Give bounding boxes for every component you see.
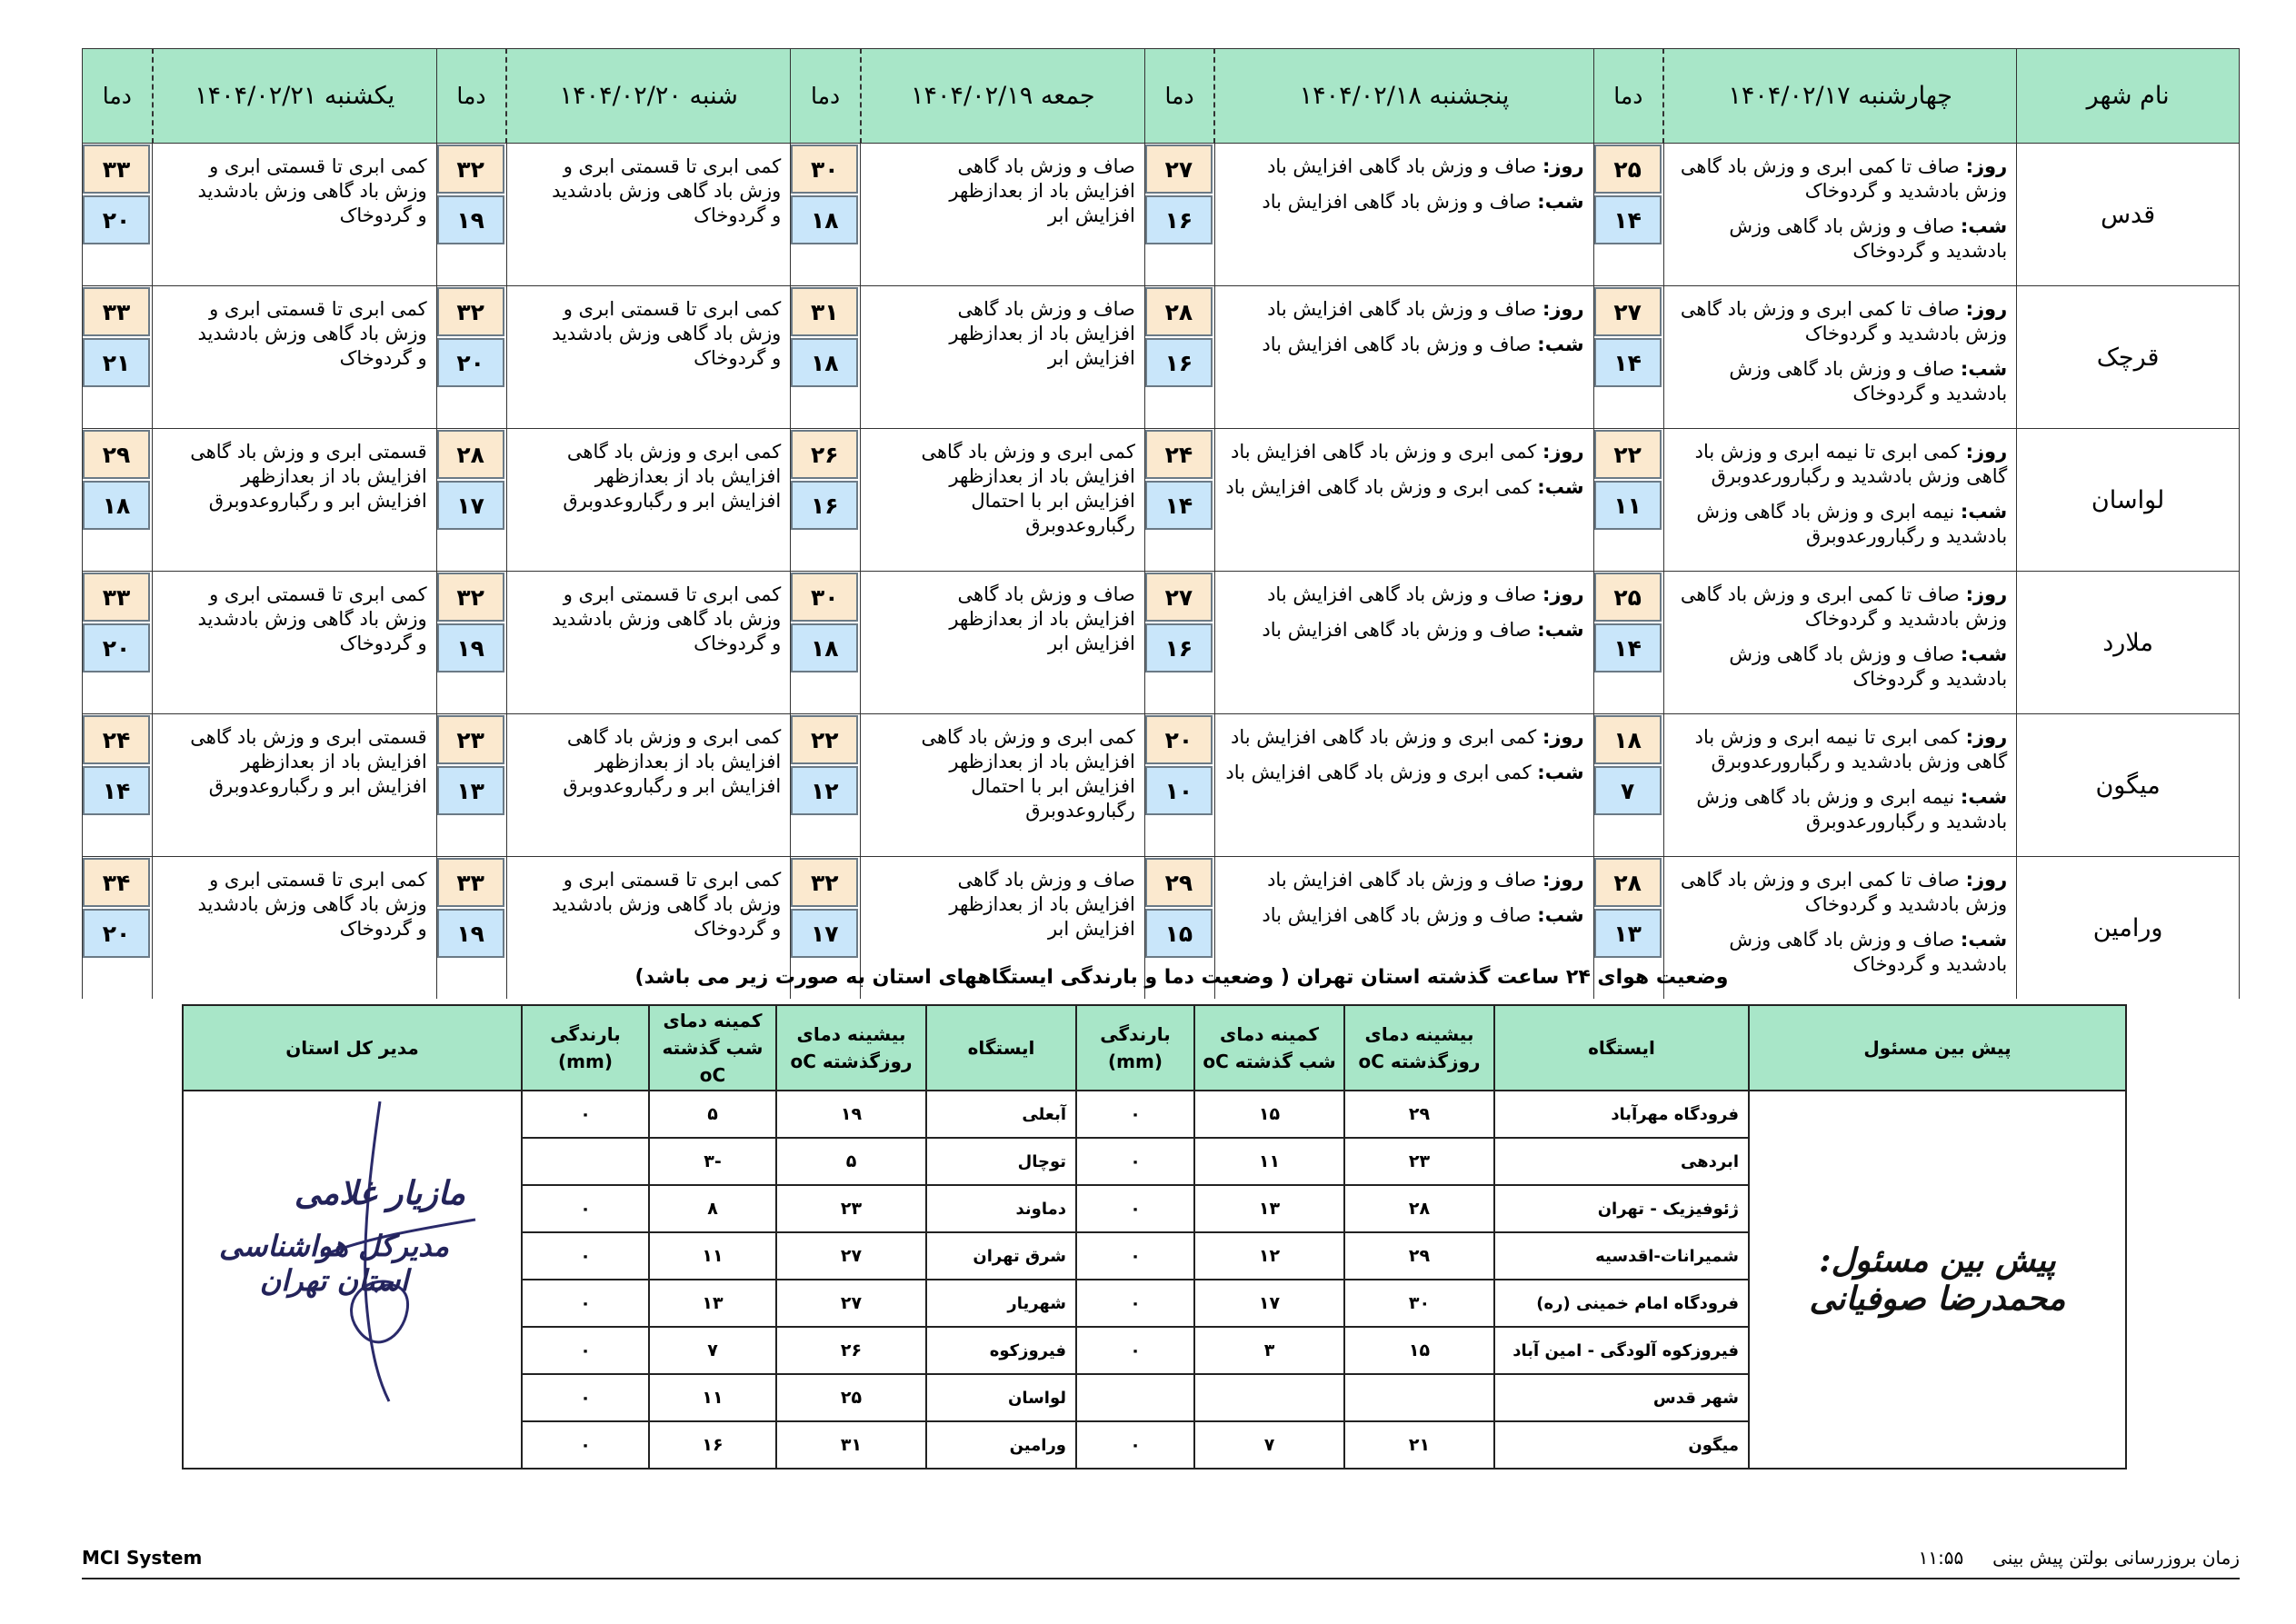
temp-cell bbox=[1144, 572, 1214, 714]
forecast-description bbox=[1663, 714, 2017, 857]
max-temp: ۱۸ bbox=[1594, 715, 1662, 764]
station-name: لواسان bbox=[926, 1374, 1076, 1421]
forecast-description bbox=[1663, 144, 2017, 286]
min-temp-value: ۱۳ bbox=[1194, 1185, 1344, 1232]
city-name: لواسان bbox=[2017, 429, 2240, 572]
temp-cell bbox=[791, 286, 861, 429]
min-temp-value: ۱۳ bbox=[649, 1280, 776, 1327]
max-temp: ۳۳ bbox=[83, 573, 150, 622]
night-forecast: شب: کمی ابری و وزش باد گاهی افزایش باد bbox=[1225, 762, 1584, 783]
temp-cell bbox=[83, 286, 153, 429]
max-temp-value bbox=[1344, 1374, 1494, 1421]
temp-cell bbox=[436, 857, 506, 1000]
min-temp: ۲۰ bbox=[437, 338, 504, 387]
min-temp: ۲۰ bbox=[83, 623, 150, 673]
city-name: قرچک bbox=[2017, 286, 2240, 429]
max-temp-value: ۲۸ bbox=[1344, 1185, 1494, 1232]
temp-cell bbox=[791, 572, 861, 714]
min-temp: ۱۷ bbox=[791, 909, 858, 958]
station-name: فیروزکوه bbox=[926, 1327, 1076, 1374]
observations-table bbox=[182, 1004, 2127, 1470]
max-temp-value: ۱۹ bbox=[776, 1091, 926, 1138]
min-temp: ۱۴ bbox=[83, 766, 150, 815]
night-forecast: شب: صاف و وزش باد گاهی افزایش باد bbox=[1262, 904, 1584, 926]
max-temp: ۳۰ bbox=[791, 144, 858, 194]
day-header: چهارشنبه ۱۴۰۴/۰۲/۱۷ bbox=[1663, 49, 2017, 144]
max-temp: ۳۰ bbox=[791, 573, 858, 622]
max-temp-header: بیشینه دمای روزگذشته oC bbox=[776, 1005, 926, 1091]
day-forecast: روز: کمی ابری تا نیمه ابری و وزش باد گاهی وزش بادشدید و رگبارورعدوبرق bbox=[1694, 441, 2008, 487]
update-time: ۱۱:۵۵ bbox=[1918, 1547, 1964, 1569]
max-temp: ۳۲ bbox=[437, 287, 504, 336]
max-temp-value: ۲۶ bbox=[776, 1327, 926, 1374]
min-temp: ۱۳ bbox=[437, 766, 504, 815]
forecast-description: کمی ابری تا قسمتی ابری و وزش باد گاهی وزش بادشدید و گردوخاک bbox=[506, 286, 791, 429]
min-temp: ۱۶ bbox=[1145, 338, 1213, 387]
director-header: مدیر کل استان bbox=[183, 1005, 522, 1091]
city-name: میگون bbox=[2017, 714, 2240, 857]
temp-cell bbox=[83, 572, 153, 714]
max-temp-value: ۳۰ bbox=[1344, 1280, 1494, 1327]
temp-cell bbox=[436, 714, 506, 857]
forecast-description: کمی ابری تا قسمتی ابری و وزش باد گاهی وزش بادشدید و گردوخاک bbox=[153, 144, 437, 286]
max-temp-value: ۲۹ bbox=[1344, 1232, 1494, 1280]
max-temp: ۳۴ bbox=[83, 858, 150, 907]
min-temp: ۱۲ bbox=[791, 766, 858, 815]
min-temp: ۲۰ bbox=[83, 909, 150, 958]
temp-cell bbox=[1144, 286, 1214, 429]
night-forecast: شب: صاف و وزش باد گاهی وزش بادشدید و گردوخاک bbox=[1729, 358, 2008, 404]
temp-cell bbox=[1593, 572, 1663, 714]
forecast-description: کمی ابری تا قسمتی ابری و وزش باد گاهی وزش بادشدید و گردوخاک bbox=[153, 857, 437, 1000]
rain-value: ۰ bbox=[522, 1421, 649, 1469]
min-temp: ۲۰ bbox=[83, 195, 150, 244]
min-temp: ۱۴ bbox=[1594, 623, 1662, 673]
max-temp: ۲۴ bbox=[83, 715, 150, 764]
city-name: ملارد bbox=[2017, 572, 2240, 714]
temp-header: دما bbox=[436, 49, 506, 144]
forecast-description: کمی ابری تا قسمتی ابری و وزش باد گاهی وزش بادشدید و گردوخاک bbox=[506, 857, 791, 1000]
station-name: فرودگاه امام خمینی (ره) bbox=[1494, 1280, 1749, 1327]
temp-cell bbox=[83, 714, 153, 857]
min-temp: ۱۵ bbox=[1145, 909, 1213, 958]
night-forecast: شب: صاف و وزش باد گاهی افزایش باد bbox=[1262, 334, 1584, 355]
min-temp-value: ۱۱ bbox=[649, 1374, 776, 1421]
rain-value: ۰ bbox=[1076, 1185, 1194, 1232]
forecast-row bbox=[83, 286, 2240, 429]
max-temp: ۳۲ bbox=[437, 573, 504, 622]
forecast-description: صاف و وزش باد گاهی افزایش باد از بعدازظهر افزایش ابر bbox=[861, 286, 1145, 429]
station-name: فیروزکوه آلودگی - امین آباد bbox=[1494, 1327, 1749, 1374]
rain-value: ۰ bbox=[522, 1091, 649, 1138]
max-temp: ۲۰ bbox=[1145, 715, 1213, 764]
forecast-description bbox=[1214, 286, 1593, 429]
day-forecast: روز: صاف تا کمی ابری و وزش باد گاهی وزش بادشدید و گردوخاک bbox=[1680, 583, 2008, 630]
min-temp-value: ۱۶ bbox=[649, 1421, 776, 1469]
forecast-description bbox=[1214, 572, 1593, 714]
min-temp: ۱۶ bbox=[1145, 623, 1213, 673]
min-temp: ۱۴ bbox=[1594, 338, 1662, 387]
min-temp: ۱۴ bbox=[1145, 481, 1213, 530]
station-name: فرودگاه مهرآباد bbox=[1494, 1091, 1749, 1138]
max-temp-value: ۲۳ bbox=[1344, 1138, 1494, 1185]
rain-value: ۰ bbox=[522, 1185, 649, 1232]
forecast-description: قسمتی ابری و وزش باد گاهی افزایش باد از بعدازظهر افزایش ابر و رگباروعدوبرق bbox=[153, 429, 437, 572]
min-temp: ۱۳ bbox=[1594, 909, 1662, 958]
rain-header: بارندگی (mm) bbox=[522, 1005, 649, 1091]
min-temp-header: کمینه دمای شب گذشته oC bbox=[1194, 1005, 1344, 1091]
rain-value: ۰ bbox=[1076, 1091, 1194, 1138]
min-temp-value: ۱۱ bbox=[1194, 1138, 1344, 1185]
station-name: توچال bbox=[926, 1138, 1076, 1185]
director-signature bbox=[183, 1091, 522, 1469]
director-signature-box: مازیار غلامی مدیرکل هواشناسی استان تهران bbox=[185, 1092, 520, 1451]
station-header: ایستگاه bbox=[926, 1005, 1076, 1091]
station-name: دماوند bbox=[926, 1185, 1076, 1232]
forecast-description bbox=[1663, 429, 2017, 572]
observations-header-row bbox=[183, 1005, 2126, 1091]
temp-cell bbox=[791, 144, 861, 286]
max-temp: ۳۳ bbox=[83, 144, 150, 194]
max-temp: ۲۷ bbox=[1145, 144, 1213, 194]
max-temp: ۲۹ bbox=[83, 430, 150, 479]
rain-value: ۰ bbox=[1076, 1421, 1194, 1469]
temp-cell bbox=[1593, 144, 1663, 286]
temp-cell bbox=[83, 144, 153, 286]
min-temp: ۱۹ bbox=[437, 623, 504, 673]
day-header: یکشنبه ۱۴۰۴/۰۲/۲۱ bbox=[153, 49, 437, 144]
temp-cell bbox=[436, 572, 506, 714]
day-header: شنبه ۱۴۰۴/۰۲/۲۰ bbox=[506, 49, 791, 144]
temp-cell bbox=[1593, 429, 1663, 572]
station-name: شرق تهران bbox=[926, 1232, 1076, 1280]
forecast-description: صاف و وزش باد گاهی افزایش باد از بعدازظهر افزایش ابر bbox=[861, 144, 1145, 286]
temp-cell bbox=[436, 286, 506, 429]
max-temp: ۲۶ bbox=[791, 430, 858, 479]
temp-cell bbox=[436, 429, 506, 572]
forecaster-signature: پیش بین مسئول: محمدرضا صوفیانی bbox=[1749, 1091, 2126, 1469]
max-temp-value: ۵ bbox=[776, 1138, 926, 1185]
rain-value: ۰ bbox=[522, 1327, 649, 1374]
min-temp-value: ۵ bbox=[649, 1091, 776, 1138]
temp-cell bbox=[436, 144, 506, 286]
day-forecast: روز: کمی ابری و وزش باد گاهی افزایش باد bbox=[1231, 726, 1584, 748]
station-header: ایستگاه bbox=[1494, 1005, 1749, 1091]
min-temp: ۱۸ bbox=[791, 195, 858, 244]
forecast-description: کمی ابری و وزش باد گاهی افزایش باد از بعدازظهر افزایش ابر با احتمال رگباروعدوبرق bbox=[861, 429, 1145, 572]
max-temp: ۲۷ bbox=[1145, 573, 1213, 622]
min-temp: ۱۹ bbox=[437, 909, 504, 958]
max-temp: ۳۱ bbox=[791, 287, 858, 336]
city-name: قدس bbox=[2017, 144, 2240, 286]
forecast-description: صاف و وزش باد گاهی افزایش باد از بعدازظهر افزایش ابر bbox=[861, 857, 1145, 1000]
temp-cell bbox=[1144, 714, 1214, 857]
station-name: شهریار bbox=[926, 1280, 1076, 1327]
forecast-description: کمی ابری تا قسمتی ابری و وزش باد گاهی وزش بادشدید و گردوخاک bbox=[153, 286, 437, 429]
temp-cell bbox=[83, 857, 153, 1000]
forecast-description: کمی ابری تا قسمتی ابری و وزش باد گاهی وزش بادشدید و گردوخاک bbox=[506, 572, 791, 714]
forecast-table bbox=[82, 48, 2240, 999]
min-temp-header: کمینه دمای شب گذشته oC bbox=[649, 1005, 776, 1091]
rain-value bbox=[1076, 1374, 1194, 1421]
max-temp: ۲۹ bbox=[1145, 858, 1213, 907]
max-temp-value: ۲۷ bbox=[776, 1280, 926, 1327]
temp-header: دما bbox=[791, 49, 861, 144]
forecast-description bbox=[1663, 286, 2017, 429]
day-forecast: روز: صاف و وزش باد گاهی افزایش باد bbox=[1267, 298, 1584, 320]
max-temp: ۲۸ bbox=[437, 430, 504, 479]
forecast-description bbox=[1214, 429, 1593, 572]
station-name: میگون bbox=[1494, 1421, 1749, 1469]
day-forecast: روز: صاف و وزش باد گاهی افزایش باد bbox=[1267, 869, 1584, 891]
day-forecast: روز: صاف تا کمی ابری و وزش باد گاهی وزش بادشدید و گردوخاک bbox=[1680, 869, 2008, 915]
temp-header: دما bbox=[1144, 49, 1214, 144]
min-temp: ۱۹ bbox=[437, 195, 504, 244]
max-temp: ۲۸ bbox=[1145, 287, 1213, 336]
min-temp-value: ۷ bbox=[1194, 1421, 1344, 1469]
update-label: زمان بروزرسانی بولتن پیش بینی bbox=[1992, 1547, 2240, 1569]
observation-row bbox=[183, 1091, 2126, 1138]
max-temp-value: ۲۹ bbox=[1344, 1091, 1494, 1138]
max-temp: ۲۸ bbox=[1594, 858, 1662, 907]
min-temp-value: ۱۵ bbox=[1194, 1091, 1344, 1138]
temp-cell bbox=[83, 429, 153, 572]
max-temp-value: ۳۱ bbox=[776, 1421, 926, 1469]
day-header: جمعه ۱۴۰۴/۰۲/۱۹ bbox=[861, 49, 1145, 144]
rain-value: ۰ bbox=[1076, 1138, 1194, 1185]
max-temp: ۳۲ bbox=[437, 144, 504, 194]
temp-cell bbox=[1593, 286, 1663, 429]
night-forecast: شب: صاف و وزش باد گاهی وزش بادشدید و گردوخاک bbox=[1729, 643, 2008, 690]
update-time-label bbox=[1919, 1547, 2240, 1569]
min-temp: ۱۶ bbox=[791, 481, 858, 530]
station-name: شهر قدس bbox=[1494, 1374, 1749, 1421]
min-temp-value: ۱۷ bbox=[1194, 1280, 1344, 1327]
day-forecast: روز: کمی ابری و وزش باد گاهی افزایش باد bbox=[1231, 441, 1584, 463]
min-temp-value: ۷ bbox=[649, 1327, 776, 1374]
rain-value bbox=[522, 1138, 649, 1185]
forecast-description: قسمتی ابری و وزش باد گاهی افزایش باد از بعدازظهر افزایش ابر و رگباروعدوبرق bbox=[153, 714, 437, 857]
max-temp-header: بیشینه دمای روزگذشته oC bbox=[1344, 1005, 1494, 1091]
city-header: نام شهر bbox=[2017, 49, 2240, 144]
min-temp: ۷ bbox=[1594, 766, 1662, 815]
forecaster-header: پیش بین مسئول bbox=[1749, 1005, 2126, 1091]
min-temp: ۱۸ bbox=[791, 338, 858, 387]
temp-cell bbox=[1144, 429, 1214, 572]
max-temp: ۲۲ bbox=[1594, 430, 1662, 479]
rain-value: ۰ bbox=[1076, 1232, 1194, 1280]
forecast-description: کمی ابری و وزش باد گاهی افزایش باد از بعدازظهر افزایش ابر و رگباروعدوبرق bbox=[506, 429, 791, 572]
max-temp-value: ۱۵ bbox=[1344, 1327, 1494, 1374]
city-name: ورامین bbox=[2017, 857, 2240, 1000]
min-temp: ۱۱ bbox=[1594, 481, 1662, 530]
min-temp: ۱۸ bbox=[83, 481, 150, 530]
forecast-header-row bbox=[83, 49, 2240, 144]
max-temp: ۲۵ bbox=[1594, 144, 1662, 194]
day-forecast: روز: صاف تا کمی ابری و وزش باد گاهی وزش بادشدید و گردوخاک bbox=[1680, 155, 2008, 202]
rain-value: ۰ bbox=[522, 1280, 649, 1327]
max-temp-value: ۲۵ bbox=[776, 1374, 926, 1421]
observations-title: وضعیت هوای ۲۴ ساعت گذشته استان تهران ( وضعیت دما و بارندگی ایستگاههای استان به صورت زیر می باشد) bbox=[634, 966, 1729, 989]
min-temp: ۱۴ bbox=[1594, 195, 1662, 244]
max-temp: ۳۲ bbox=[791, 858, 858, 907]
max-temp: ۲۲ bbox=[791, 715, 858, 764]
forecast-description: کمی ابری تا قسمتی ابری و وزش باد گاهی وزش بادشدید و گردوخاک bbox=[506, 144, 791, 286]
max-temp: ۲۷ bbox=[1594, 287, 1662, 336]
max-temp: ۳۳ bbox=[83, 287, 150, 336]
min-temp: ۲۱ bbox=[83, 338, 150, 387]
forecast-description: کمی ابری و وزش باد گاهی افزایش باد از بعدازظهر افزایش ابر با احتمال رگباروعدوبرق bbox=[861, 714, 1145, 857]
temp-cell bbox=[1593, 714, 1663, 857]
temp-header: دما bbox=[83, 49, 153, 144]
station-name: ابردهی bbox=[1494, 1138, 1749, 1185]
night-forecast: شب: نیمه ابری و وزش باد گاهی وزش بادشدید و رگبارورعدوبرق bbox=[1696, 501, 2008, 547]
day-forecast: روز: صاف و وزش باد گاهی افزایش باد bbox=[1267, 155, 1584, 177]
forecast-row bbox=[83, 144, 2240, 286]
night-forecast: شب: نیمه ابری و وزش باد گاهی وزش بادشدید و رگبارورعدوبرق bbox=[1696, 786, 2008, 832]
min-temp-value bbox=[1194, 1374, 1344, 1421]
system-name: MCI System bbox=[82, 1547, 203, 1569]
max-temp-value: ۲۱ bbox=[1344, 1421, 1494, 1469]
rain-value: ۰ bbox=[522, 1374, 649, 1421]
max-temp-value: ۲۷ bbox=[776, 1232, 926, 1280]
min-temp: ۱۸ bbox=[791, 623, 858, 673]
temp-cell bbox=[1144, 144, 1214, 286]
temp-header: دما bbox=[1593, 49, 1663, 144]
min-temp: ۱۰ bbox=[1145, 766, 1213, 815]
min-temp-value: ۱۱ bbox=[649, 1232, 776, 1280]
max-temp: ۲۴ bbox=[1145, 430, 1213, 479]
day-header: پنجشنبه ۱۴۰۴/۰۲/۱۸ bbox=[1214, 49, 1593, 144]
forecast-description: صاف و وزش باد گاهی افزایش باد از بعدازظهر افزایش ابر bbox=[861, 572, 1145, 714]
min-temp-value: ۱۲ bbox=[1194, 1232, 1344, 1280]
day-forecast: روز: صاف و وزش باد گاهی افزایش باد bbox=[1267, 583, 1584, 605]
forecast-description bbox=[1214, 144, 1593, 286]
max-temp: ۲۳ bbox=[437, 715, 504, 764]
rain-header: بارندگی (mm) bbox=[1076, 1005, 1194, 1091]
station-name: ورامین bbox=[926, 1421, 1076, 1469]
forecast-row bbox=[83, 572, 2240, 714]
min-temp: ۱۷ bbox=[437, 481, 504, 530]
min-temp-value: -۳ bbox=[649, 1138, 776, 1185]
rain-value: ۰ bbox=[522, 1232, 649, 1280]
night-forecast: شب: کمی ابری و وزش باد گاهی افزایش باد bbox=[1225, 476, 1584, 498]
max-temp: ۲۵ bbox=[1594, 573, 1662, 622]
max-temp-value: ۲۳ bbox=[776, 1185, 926, 1232]
min-temp: ۱۶ bbox=[1145, 195, 1213, 244]
forecast-description: کمی ابری و وزش باد گاهی افزایش باد از بعدازظهر افزایش ابر و رگباروعدوبرق bbox=[506, 714, 791, 857]
forecast-description bbox=[1663, 572, 2017, 714]
night-forecast: شب: صاف و وزش باد گاهی افزایش باد bbox=[1262, 191, 1584, 213]
forecast-description: کمی ابری تا قسمتی ابری و وزش باد گاهی وزش بادشدید و گردوخاک bbox=[153, 572, 437, 714]
rain-value: ۰ bbox=[1076, 1327, 1194, 1374]
temp-cell bbox=[791, 714, 861, 857]
max-temp: ۳۳ bbox=[437, 858, 504, 907]
day-forecast: روز: کمی ابری تا نیمه ابری و وزش باد گاهی وزش بادشدید و رگبارورعدوبرق bbox=[1694, 726, 2008, 772]
forecast-description bbox=[1214, 714, 1593, 857]
min-temp-value: ۳ bbox=[1194, 1327, 1344, 1374]
footer bbox=[82, 1547, 2240, 1579]
station-name: شمیرانات-اقدسیه bbox=[1494, 1232, 1749, 1280]
night-forecast: شب: صاف و وزش باد گاهی وزش بادشدید و گردوخاک bbox=[1729, 929, 2008, 975]
forecast-row bbox=[83, 714, 2240, 857]
day-forecast: روز: صاف تا کمی ابری و وزش باد گاهی وزش بادشدید و گردوخاک bbox=[1680, 298, 2008, 344]
station-name: ژئوفیزیک - تهران bbox=[1494, 1185, 1749, 1232]
night-forecast: شب: صاف و وزش باد گاهی افزایش باد bbox=[1262, 619, 1584, 641]
night-forecast: شب: صاف و وزش باد گاهی وزش بادشدید و گردوخاک bbox=[1729, 215, 2008, 262]
forecast-row bbox=[83, 429, 2240, 572]
temp-cell bbox=[791, 429, 861, 572]
rain-value: ۰ bbox=[1076, 1280, 1194, 1327]
min-temp-value: ۸ bbox=[649, 1185, 776, 1232]
station-name: آبعلی bbox=[926, 1091, 1076, 1138]
